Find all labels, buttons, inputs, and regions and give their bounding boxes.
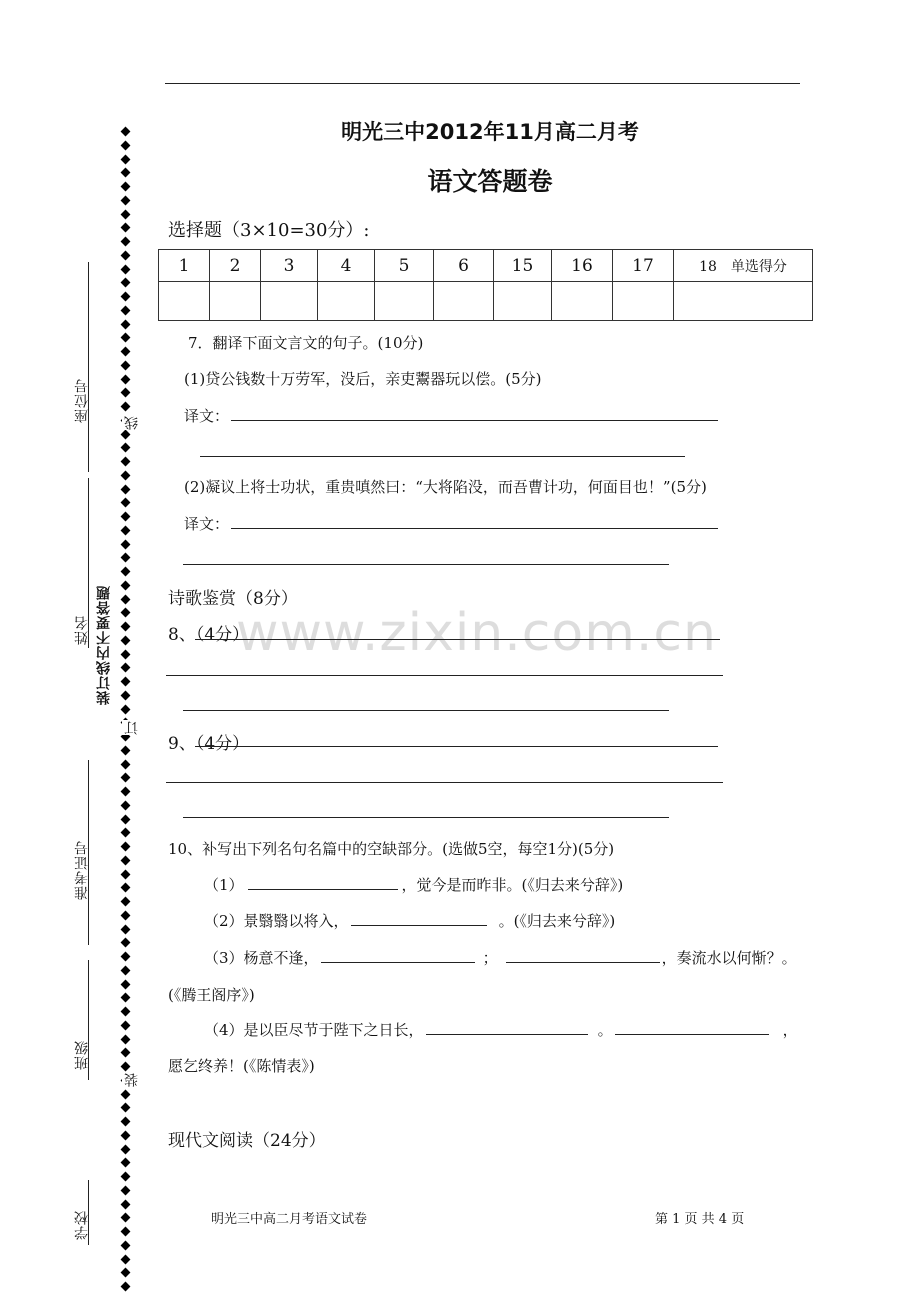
exam-id-label: 准考证号 (74, 840, 90, 900)
diamond-mark (121, 1117, 131, 1127)
diamond-mark (121, 1144, 131, 1154)
diamond-mark (121, 1062, 131, 1072)
diamond-mark (121, 910, 131, 920)
diamond-mark (121, 292, 131, 302)
q10-item1-text: ，觉今是而昨非。(《归去来兮辞》) (401, 876, 624, 894)
q10-heading: 10、补写出下列名句名篇中的空缺部分。(选做5空，每空1分)(5分) (168, 840, 615, 858)
diamond-mark (121, 457, 131, 467)
q7-part2-answer-label: 译文： (184, 515, 230, 533)
answer-cell[interactable] (494, 282, 552, 321)
diamond-mark (121, 649, 131, 659)
diamond-mark (121, 677, 131, 687)
diamond-mark (121, 209, 131, 219)
diamond-mark (121, 1048, 131, 1058)
diamond-mark (121, 1158, 131, 1168)
diamond-mark (121, 360, 131, 370)
q10-item1 (204, 874, 623, 895)
table-header-cell: 6 (434, 250, 494, 282)
diamond-mark (121, 498, 131, 508)
q10-item4 (204, 1019, 798, 1040)
diamond-mark (121, 429, 131, 439)
q10-item3-blank[interactable] (321, 948, 475, 963)
diamond-mark (121, 1213, 131, 1223)
modern-reading-heading: 现代文阅读（24分） (168, 1131, 326, 1151)
diamond-mark (121, 305, 131, 315)
diamond-mark (121, 250, 131, 260)
binding-mark-zhuang: 装 (124, 1072, 140, 1087)
diamond-mark (121, 140, 131, 150)
table-header-row (159, 250, 813, 282)
diamond-mark (121, 1282, 131, 1292)
diamond-mark (121, 347, 131, 357)
diamond-mark (121, 512, 131, 522)
diamond-mark (121, 1103, 131, 1113)
diamond-mark (121, 938, 131, 948)
diamond-mark (121, 1007, 131, 1017)
diamond-mark (121, 993, 131, 1003)
q10-item2-blank[interactable] (351, 911, 487, 926)
q10-item3-number: （3） (204, 949, 244, 967)
q7-part1: (1)贷公钱数十万劳军，没后，亲吏鬻器玩以偿。(5分) (184, 370, 542, 388)
binding-warning: 装订线内不要答题 (96, 585, 112, 705)
diamond-mark (121, 1034, 131, 1044)
diamond-mark (121, 1185, 131, 1195)
answer-cell[interactable] (434, 282, 494, 321)
binding-mark-ding: 订 (124, 720, 140, 735)
diamond-mark (121, 1130, 131, 1140)
footer-page-number: 第 1 页 共 4 页 (655, 1212, 745, 1227)
diamond-mark (121, 924, 131, 934)
seat-line (88, 262, 89, 472)
diamond-mark (121, 388, 131, 398)
diamond-mark (121, 580, 131, 590)
diamond-mark (121, 237, 131, 247)
answer-cell[interactable] (261, 282, 318, 321)
q9-answer-line[interactable] (166, 782, 723, 783)
answer-cell[interactable] (552, 282, 613, 321)
poetry-heading: 诗歌鉴赏（8分） (168, 589, 298, 609)
binding-diamond-border (119, 128, 135, 1297)
q10-item3 (204, 947, 797, 968)
q10-item4-blank[interactable] (426, 1020, 588, 1035)
footer-title: 明光三中高二月考语文试卷 (211, 1212, 368, 1227)
diamond-mark (121, 168, 131, 178)
diamond-mark (121, 525, 131, 535)
school-title: 明光三中2012年11月高二月考 (341, 120, 639, 144)
q10-item4-end: ， (782, 1021, 798, 1039)
diamond-mark (121, 773, 131, 783)
diamond-mark (121, 1020, 131, 1030)
table-header-cell: 17 (613, 250, 674, 282)
table-header-cell: 1 (159, 250, 210, 282)
diamond-mark (121, 484, 131, 494)
diamond-mark (121, 127, 131, 137)
choice-heading: 选择题（3×10=30分）: (168, 220, 370, 241)
diamond-mark (121, 1240, 131, 1250)
diamond-mark (121, 828, 131, 838)
answer-cell[interactable] (210, 282, 261, 321)
diamond-mark (121, 1199, 131, 1209)
diamond-mark (121, 842, 131, 852)
q7-part1-answer-line[interactable] (231, 420, 718, 421)
diamond-mark (121, 663, 131, 673)
q8-label: 8、（4分） (168, 625, 250, 645)
answer-cell[interactable] (159, 282, 210, 321)
table-header-cell: 5 (375, 250, 434, 282)
q10-item4-continuation: 愿乞终养！(《陈情表》) (168, 1057, 315, 1075)
diamond-mark (121, 594, 131, 604)
watermark: www.zixin.com.cn (236, 603, 717, 663)
q10-item2-text: 景翳翳以将入， (243, 912, 349, 930)
page-title: 语文答题卷 (427, 167, 553, 196)
answer-cell[interactable] (613, 282, 674, 321)
diamond-mark (121, 608, 131, 618)
diamond-mark (121, 759, 131, 769)
exam-id-line (88, 760, 89, 945)
binding-mark-line: 线 (124, 415, 140, 430)
diamond-mark (121, 704, 131, 714)
table-header-cell: 4 (318, 250, 375, 282)
diamond-mark (121, 814, 131, 824)
diamond-mark (121, 1089, 131, 1099)
choice-answer-table (158, 249, 813, 321)
q10-item3-blank[interactable] (506, 948, 660, 963)
class-label: 班级 (74, 1040, 90, 1070)
diamond-mark (121, 553, 131, 563)
name-label: 姓名 (74, 615, 90, 645)
q10-item4-separator: 。 (597, 1021, 613, 1039)
school-label: 学校 (74, 1210, 90, 1240)
header-rule (165, 83, 800, 84)
table-header-cell: 15 (494, 250, 552, 282)
diamond-mark (121, 319, 131, 329)
diamond-mark (121, 883, 131, 893)
q10-item2-source: 。(《归去来兮辞》) (498, 912, 616, 930)
q8-answer-line[interactable] (183, 710, 669, 711)
q7-part2-answer-line[interactable] (231, 528, 718, 529)
table-header-cell: 18 单选得分 (674, 250, 813, 282)
q7-part1-answer-label: 译文： (184, 407, 230, 425)
q7-part1-answer-line[interactable] (200, 456, 685, 457)
school-line (88, 1180, 89, 1245)
q10-item3-text: 杨意不逢， (243, 949, 319, 967)
answer-cell[interactable] (318, 282, 375, 321)
diamond-mark (121, 635, 131, 645)
diamond-mark (121, 1172, 131, 1182)
diamond-mark (121, 470, 131, 480)
q10-item1-number: （1） (204, 876, 244, 894)
diamond-mark (121, 374, 131, 384)
answer-cell[interactable] (674, 282, 813, 321)
diamond-mark (121, 223, 131, 233)
q10-item3-source: (《腾王阁序》) (168, 986, 255, 1004)
diamond-mark (121, 690, 131, 700)
class-line (88, 960, 89, 1080)
diamond-mark (121, 182, 131, 192)
diamond-mark (121, 278, 131, 288)
name-line (88, 478, 89, 648)
diamond-mark (121, 195, 131, 205)
diamond-mark (121, 979, 131, 989)
diamond-mark (121, 869, 131, 879)
diamond-mark (121, 965, 131, 975)
q8-answer-line[interactable] (166, 675, 723, 676)
q10-item1-blank[interactable] (248, 875, 398, 890)
table-header-cell: 2 (210, 250, 261, 282)
diamond-mark (121, 333, 131, 343)
diamond-mark (121, 745, 131, 755)
diamond-mark (121, 154, 131, 164)
diamond-mark (121, 787, 131, 797)
q10-item4-text: 是以臣尽节于陛下之日长， (243, 1021, 424, 1039)
diamond-mark (121, 402, 131, 412)
diamond-mark (121, 897, 131, 907)
q10-item3-end: ，奏流水以何惭？。 (661, 949, 797, 967)
seat-label: 座位号 (74, 378, 90, 423)
q7-heading: 7．翻译下面文言文的句子。(10分) (188, 334, 424, 352)
diamond-mark (121, 800, 131, 810)
q7-part2: (2)凝议上将士功状，重贵嗔然曰：“大将陷没，而吾曹计功，何面目也！”(5分) (184, 478, 707, 496)
diamond-mark (121, 539, 131, 549)
q10-item3-separator: ； (482, 949, 498, 967)
q10-item4-number: （4） (204, 1021, 244, 1039)
table-header-cell: 3 (261, 250, 318, 282)
diamond-mark (121, 1227, 131, 1237)
diamond-mark (121, 567, 131, 577)
q10-item4-blank[interactable] (615, 1020, 769, 1035)
q9-answer-line[interactable] (195, 746, 718, 747)
q9-label: 9、（4分） (168, 734, 250, 754)
diamond-mark (121, 622, 131, 632)
diamond-mark (121, 264, 131, 274)
diamond-mark (121, 855, 131, 865)
diamond-mark (121, 1254, 131, 1264)
q7-part2-answer-line[interactable] (183, 564, 669, 565)
table-header-cell: 16 (552, 250, 613, 282)
diamond-mark (121, 1268, 131, 1278)
answer-cell[interactable] (375, 282, 434, 321)
q8-answer-line[interactable] (195, 639, 720, 640)
q10-item2-number: （2） (204, 912, 244, 930)
q9-answer-line[interactable] (183, 817, 669, 818)
diamond-mark (121, 443, 131, 453)
q10-item2 (204, 910, 615, 931)
table-answer-row (159, 282, 813, 321)
diamond-mark (121, 952, 131, 962)
